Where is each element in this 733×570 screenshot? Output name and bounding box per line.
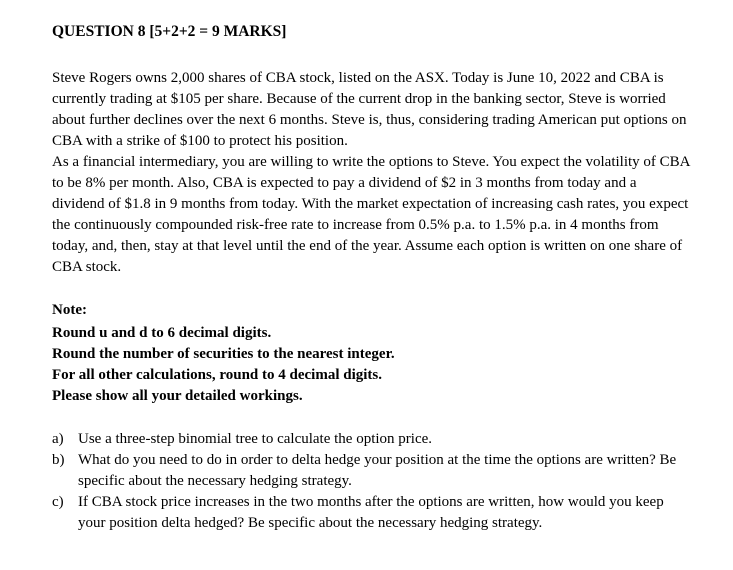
note-line-rounding-ud: Round u and d to 6 decimal digits. [52,325,272,341]
question-item-a [52,429,692,450]
question-text: What do you need to do in order to delta hedge your position at the time the options are written? Be specific about the necessary hedging strategy. [78,452,677,489]
note-title: Note: [52,302,87,318]
question-list [52,429,692,534]
scenario-paragraph-2: As a financial intermediary, you are willing to write the options to Steve. You expect the volatility of CBA to be 8% per month. Also, CBA is expected to pay a dividend of $2 in 3 months from today and a dividend of $1.8 in 9 months from today. With the market expectation of increasing cash rates, you expect the continuously compounded risk-free rate to increase from 0.5% p.a. to 1.5% p.a. in 4 months from today, and, then, stay at that level until the end of the year. Assume each option is written on one share of CBA stock. [52,154,690,275]
question-document [52,22,692,534]
question-item-c [52,492,692,534]
note-line-rounding-securities: Round the number of securities to the nearest integer. [52,346,395,362]
note-block [52,300,692,407]
note-line-rounding-other: For all other calculations, round to 4 decimal digits. [52,367,383,383]
question-text: Use a three-step binomial tree to calculate the option price. [78,431,433,447]
note-line-show-workings: Please show all your detailed workings. [52,388,303,404]
question-marker: c) [52,494,64,510]
question-marker: a) [52,431,64,447]
question-marker: b) [52,452,65,468]
scenario-paragraph-1: Steve Rogers owns 2,000 shares of CBA stock, listed on the ASX. Today is June 10, 2022 and CBA is currently trading at $105 per share. Because of the current drop in the banking sector, Steve is worried about further declines over the next 6 months. Steve is, thus, considering trading American put options on CBA with a strike of $100 to protect his position. [52,70,687,149]
question-item-b [52,450,692,492]
question-text: If CBA stock price increases in the two months after the options are written, how would you keep your position delta hedged? Be specific about the necessary hedging strategy. [78,494,664,531]
question-heading: QUESTION 8 [5+2+2 = 9 MARKS] [52,23,287,40]
